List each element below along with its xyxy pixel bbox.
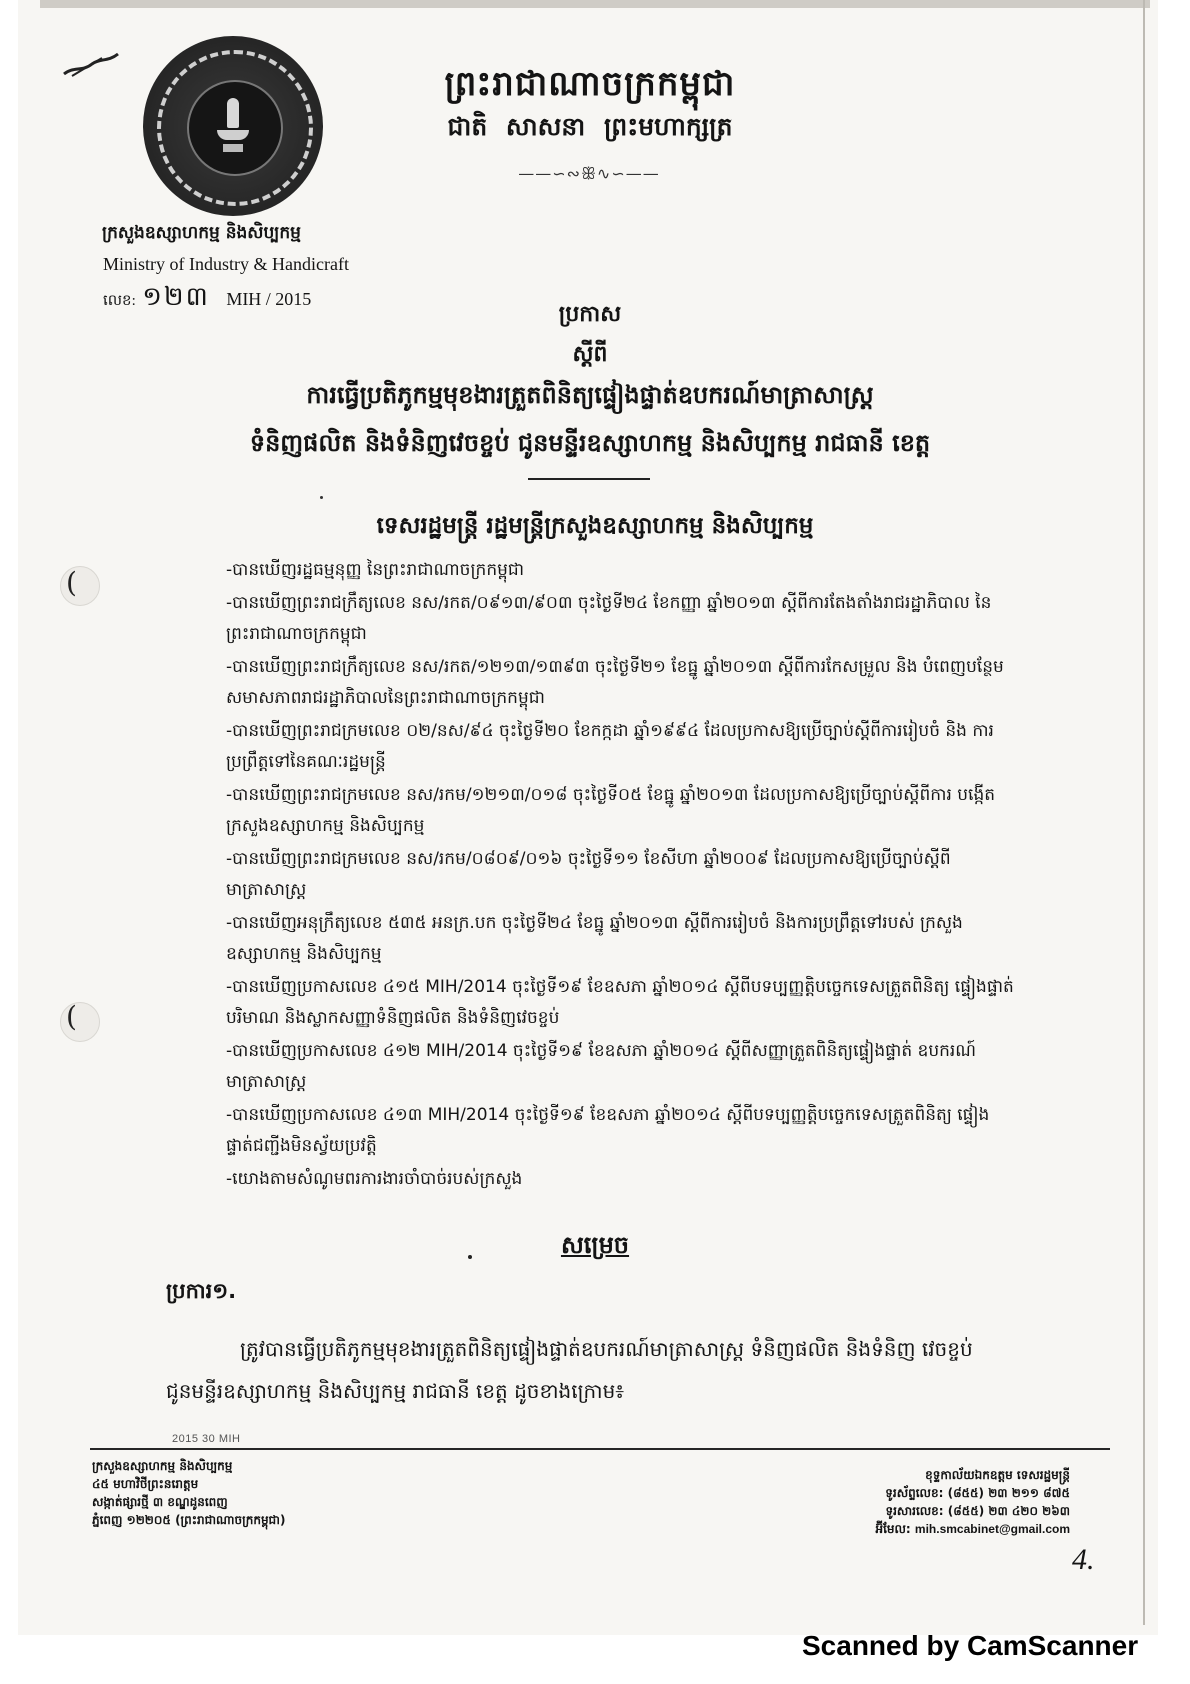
issuer-title: ទេសរដ្ឋមន្ត្រី រដ្ឋមន្ត្រីក្រសួងឧស្សាហកម្ម និងសិប្បកម្ម [376, 513, 814, 539]
footer-address-line: ភ្នំពេញ ១២២០៥ (ព្រះរាជាណាចក្រកម្ពុជា) [92, 1513, 286, 1527]
footer-contact [770, 1466, 1070, 1538]
footer-address-line: ៤៥ មហាវិថីព្រះនរោត្តម [92, 1477, 199, 1491]
signature-mark [62, 52, 122, 78]
reference-suffix: MIH / 2015 [226, 289, 312, 309]
footer-contact-line: ខុទ្ទកាល័យឯកឧត្តម ទេសរដ្ឋមន្ត្រី [925, 1468, 1070, 1482]
footer-divider [90, 1448, 1110, 1450]
footer-contact-line: ទូរស័ព្ទលេខ: (៨៥៥) ២៣ ២១១ ៨៧៥ [885, 1486, 1070, 1500]
ministry-name-en: Ministry of Industry & Handicraft [103, 254, 349, 274]
footer-contact-line: ទូរសារលេខ: (៨៥៥) ២៣ ៤២០ ២៦៣ [885, 1504, 1070, 1518]
national-motto: ជាតិ សាសនា ព្រះមហាក្សត្រ [447, 112, 733, 141]
scanner-watermark: Scanned by CamScanner [802, 1630, 1139, 1661]
scan-edge [40, 0, 1150, 8]
footer-address [92, 1457, 285, 1529]
document-type: ប្រកាស [558, 302, 622, 327]
seal-emblem-icon [215, 98, 251, 156]
ministry-name-kh: ក្រសួងឧស្សាហកម្ម និងសិប្បកម្ម [102, 223, 301, 243]
footer-address-line: ក្រសួងឧស្សាហកម្ម និងសិប្បកម្ម [92, 1459, 233, 1473]
scan-speck [468, 1255, 472, 1259]
reference-label: លេខ: [103, 293, 136, 309]
title-divider [528, 478, 650, 480]
consideration-item: -បានឃើញព្រះរាជក្រមលេខ នស/រកម/០៨០៩/០១៦ ចុះថ្ងៃទី១១ ខែសីហា ឆ្នាំ២០០៩ ដែលប្រកាសឱ្យប្រើច្បាប់ស្តីពី មាត្រាសាស្ត្រ [226, 849, 951, 900]
consideration-item: -បានឃើញព្រះរាជក្រមលេខ នស/រកម/១២១៣/០១៨ ចុះថ្ងៃទី០៥ ខែធ្នូ ឆ្នាំ២០១៣ ដែលប្រកាសឱ្យប្រើច្បាប់ស្តីពីការ បង្កើតក្រសួងឧស្សាហកម្ម និងសិប្បកម្ម [226, 785, 996, 836]
consideration-item: -យោងតាមសំណូមពរការងារចាំបាច់របស់ក្រសួង [226, 1169, 523, 1189]
document-about: ស្តីពី [572, 342, 608, 367]
considerations-list [226, 555, 1016, 1197]
consideration-item: -បានឃើញប្រកាសលេខ ៤១៥ MIH/2014 ចុះថ្ងៃទី១៩ ខែឧសភា ឆ្នាំ២០១៤ ស្តីពីបទប្បញ្ញត្តិបច្ចេកទេសត្រួតពិនិត្យ ផ្ទៀងផ្ទាត់បរិមាណ និងស្លាកសញ្ញាទំនិញផលិត និងទំនិញវេចខ្ចប់ [226, 977, 1014, 1028]
consideration-item: -បានឃើញព្រះរាជក្រឹត្យលេខ នស/រកត/០៩១៣/៩០៣ ចុះថ្ងៃទី២៤ ខែកញ្ញា ឆ្នាំ២០១៣ ស្តីពីការតែងតាំងរាជរដ្ឋាភិបាល នៃព្រះរាជាណាចក្រកម្ពុជា [226, 593, 992, 644]
scan-edge [1143, 0, 1145, 1625]
consideration-item: -បានឃើញប្រកាសលេខ ៤១៣ MIH/2014 ចុះថ្ងៃទី១៩ ខែឧសភា ឆ្នាំ២០១៤ ស្តីពីបទប្បញ្ញត្តិបច្ចេកទេសត្រួតពិនិត្យ ផ្ទៀងផ្ទាត់ជញ្ជីងមិនស្វ័យប្រវត្តិ [226, 1105, 990, 1156]
article-1-label: ប្រការ១. [166, 1279, 237, 1303]
consideration-item: -បានឃើញរដ្ឋធម្មនុញ្ញ នៃព្រះរាជាណាចក្រកម្ពុជា [226, 560, 525, 580]
reference-value: ១២៣ [142, 282, 210, 311]
page-number: 4. [1072, 1543, 1095, 1576]
consideration-item: -បានឃើញព្រះរាជក្រឹត្យលេខ នស/រកត/១២១៣/១៣៩៣ ចុះថ្ងៃទី២១ ខែធ្នូ ឆ្នាំ២០១៣ ស្តីពីការកែសម្រួល និង បំពេញបន្ថែមសមាសភាពរាជរដ្ឋាភិបាលនៃព្រះរាជាណាចក្រកម្ពុជា [226, 657, 1004, 708]
footer-address-line: សង្កាត់ផ្សារថ្មី ៣ ខណ្ឌដូនពេញ [92, 1495, 228, 1509]
punch-mark-icon: ( [66, 1000, 77, 1033]
subject-line-2: ទំនិញផលិត និងទំនិញវេចខ្ចប់ ជូនមន្ទីរឧស្សាហកម្ម និងសិប្បកម្ម រាជធានី ខេត្ត [249, 429, 931, 457]
email-address: mih.smcabinet@gmail.com [914, 1522, 1070, 1536]
footer-email-line [770, 1520, 1070, 1538]
subject-line-1: ការធ្វើប្រតិភូកម្មមុខងារត្រួតពិនិត្យផ្ទៀងផ្ទាត់ឧបករណ៍មាត្រាសាស្ត្រ [306, 381, 874, 409]
decision-heading: សម្រេច [560, 1231, 630, 1259]
consideration-item: -បានឃើញប្រកាសលេខ ៤១២ MIH/2014 ចុះថ្ងៃទី១៩ ខែឧសភា ឆ្នាំ២០១៤ ស្តីពីសញ្ញាត្រួតពិនិត្យផ្ទៀងផ្ទាត់ ឧបករណ៍មាត្រាសាស្ត្រ [226, 1041, 977, 1092]
file-path: 2015 30 MIH [172, 1433, 241, 1445]
reference-number [103, 280, 311, 318]
consideration-item: -បានឃើញព្រះរាជក្រមលេខ ០២/នស/៩៤ ចុះថ្ងៃទី២០ ខែកក្កដា ឆ្នាំ១៩៩៤ ដែលប្រកាសឱ្យប្រើច្បាប់ស្តីពីការរៀបចំ និង ការប្រព្រឹត្តទៅនៃគណៈរដ្ឋមន្ត្រី [226, 721, 994, 772]
ornament-divider: ——∽∾ꕥ∿∽—— [518, 164, 660, 183]
email-label: អ៊ីមែល: [875, 1522, 911, 1536]
consideration-item: -បានឃើញអនុក្រឹត្យលេខ ៥៣៥ អនក្រ.បក ចុះថ្ងៃទី២៤ ខែធ្នូ ឆ្នាំ២០១៣ ស្តីពីការរៀបចំ និងការប្រព្រឹត្តទៅរបស់ ក្រសួងឧស្សាហកម្ម និងសិប្បកម្ម [226, 913, 963, 964]
article-1-text: ត្រូវបានធ្វើប្រតិភូកម្មមុខងារត្រួតពិនិត្យផ្ទៀងផ្ទាត់ឧបករណ៍មាត្រាសាស្ត្រ ទំនិញផលិត និងទំនិញ វេចខ្ចប់ ជូនមន្ទីរឧស្សាហកម្ម និងសិប្បកម្ម រាជធានី ខេត្ត ដូចខាងក្រោម៖ [166, 1337, 973, 1403]
scan-speck [320, 496, 323, 499]
kingdom-title: ព្រះរាជាណាចក្រកម្ពុជា [444, 64, 736, 104]
ministry-seal [143, 36, 323, 216]
punch-mark-icon: ( [66, 566, 77, 599]
